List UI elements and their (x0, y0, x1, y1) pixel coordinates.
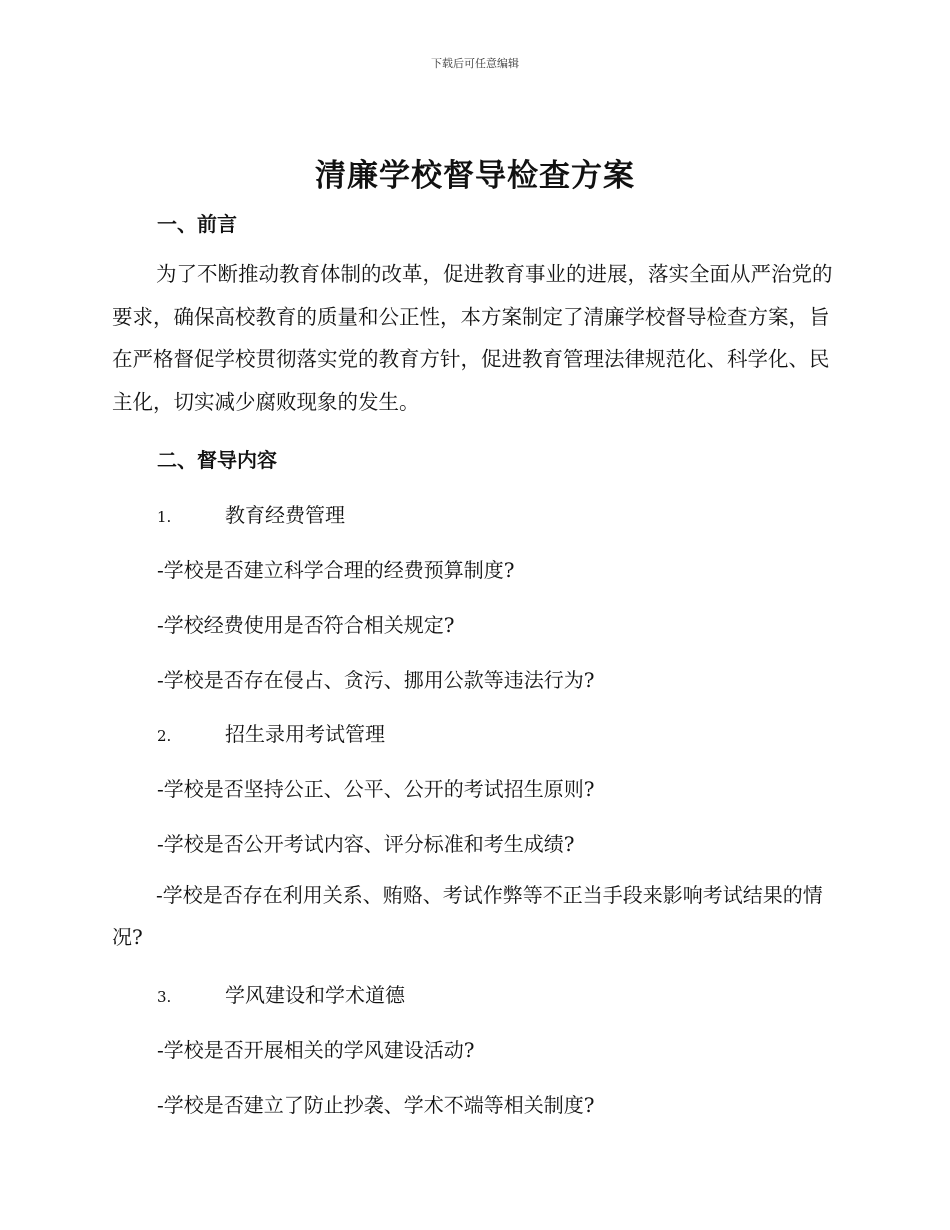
item-number: 3. (157, 988, 172, 1006)
item-label: 学风建设和学术道德 (225, 983, 405, 1007)
header-note: 下载后可任意编辑 (431, 57, 519, 70)
question-item: -学校是否建立了防止抄袭、学术不端等相关制度? (157, 1093, 595, 1117)
question-item: -学校经费使用是否符合相关规定? (157, 613, 455, 637)
document-title: 清廉学校督导检查方案 (315, 158, 635, 194)
item-number: 1. (157, 508, 172, 526)
list-item-number-2 (157, 718, 385, 747)
question-item: -学校是否建立科学合理的经费预算制度? (157, 558, 515, 582)
item-label: 招生录用考试管理 (225, 722, 385, 746)
question-item: -学校是否公开考试内容、评分标准和考生成绩? (157, 832, 575, 856)
question-item: -学校是否存在侵占、贪污、挪用公款等违法行为? (157, 668, 595, 692)
item-label: 教育经费管理 (225, 503, 345, 527)
list-item-number-1 (157, 499, 345, 528)
section-heading-content: 二、督导内容 (157, 448, 277, 472)
question-item: -学校是否开展相关的学风建设活动? (157, 1038, 475, 1062)
section-heading-preface: 一、前言 (157, 212, 237, 236)
item-number: 2. (157, 727, 172, 745)
list-item-number-3 (157, 979, 405, 1008)
question-item: -学校是否存在利用关系、贿赂、考试作弊等不正当手段来影响考试结果的情况? (112, 883, 823, 949)
preface-paragraph: 为了不断推动教育体制的改革，促进教育事业的进展，落实全面从严治党的要求，确保高校教育的质量和公正性，本方案制定了清廉学校督导检查方案，旨在严格督促学校贯彻落实党的教育方针，促进教育管理法律规范化、科学化、民主化，切实减少腐败现象的发生。 (112, 262, 833, 414)
question-item: -学校是否坚持公正、公平、公开的考试招生原则? (157, 777, 595, 801)
